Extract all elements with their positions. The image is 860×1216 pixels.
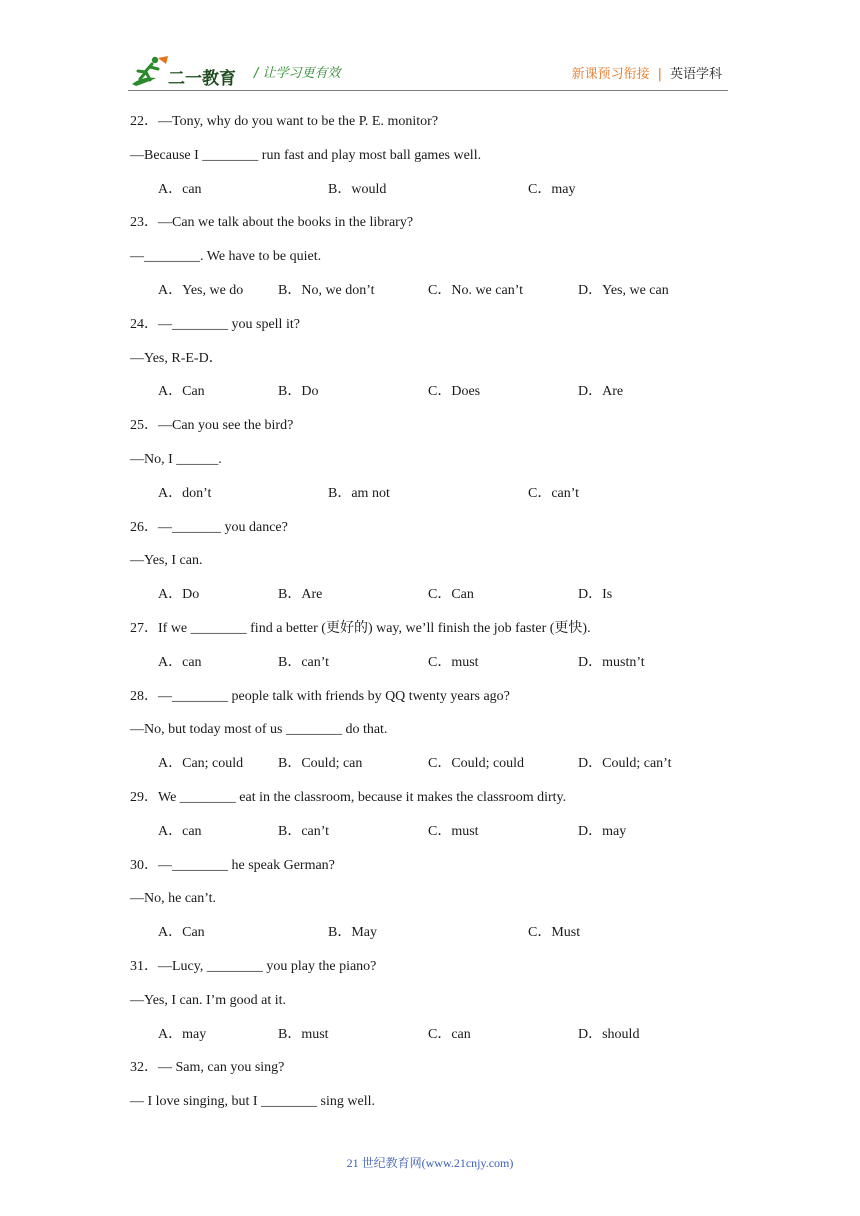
- option-c: C．can’t: [528, 485, 580, 501]
- options-row: [130, 281, 750, 301]
- option-b: B．Do: [278, 384, 319, 400]
- question-reply: —No, he can’t.: [130, 891, 217, 907]
- option-a: A．Can; could: [158, 756, 244, 772]
- option-c: C．Must: [528, 925, 581, 941]
- subject-name: 英语学科: [669, 67, 722, 82]
- option-b: B．am not: [328, 485, 390, 501]
- page-header: [128, 52, 728, 92]
- option-d: D．Is: [578, 587, 613, 603]
- option-b: B．can’t: [278, 654, 330, 670]
- question-stem: 31．—Lucy, ________ you play the piano?: [130, 958, 377, 974]
- option-b: B．can’t: [278, 823, 330, 839]
- question-stem: 32．— Sam, can you sing?: [130, 1060, 285, 1076]
- footer-text: 21 世纪教育网(www.21cnjy.com): [346, 1156, 514, 1170]
- options-row: [130, 484, 750, 504]
- header-divider: [128, 90, 728, 91]
- question-reply: — I love singing, but I ________ sing well.: [130, 1094, 375, 1110]
- option-d: D．Could; can’t: [578, 756, 672, 772]
- option-c: C．Does: [428, 384, 481, 400]
- course-label: 新课预习衔接: [571, 67, 650, 82]
- option-a: A．don’t: [158, 485, 212, 501]
- option-b: B．would: [328, 181, 387, 197]
- option-d: D．mustn’t: [578, 654, 645, 670]
- option-a: A．Yes, we do: [158, 282, 244, 298]
- option-b: B．May: [328, 925, 377, 941]
- question-reply: —No, I ______.: [130, 451, 222, 467]
- options-row: [130, 822, 750, 842]
- option-a: A．Can: [158, 925, 205, 941]
- option-d: D．Are: [578, 384, 624, 400]
- options-row: [130, 923, 750, 943]
- option-b: B．must: [278, 1026, 329, 1042]
- options-row: [130, 180, 750, 200]
- question-stem: 24．—________ you spell it?: [130, 316, 300, 332]
- subject-label: [572, 63, 722, 82]
- question-list: [130, 112, 750, 1126]
- option-c: C．Could; could: [428, 756, 525, 772]
- question-stem: 23．—Can we talk about the books in the library?: [130, 215, 414, 231]
- option-b: B．Are: [278, 587, 323, 603]
- options-row: [130, 754, 750, 774]
- options-row: [130, 1025, 750, 1045]
- logo-text: 二一教育: [168, 69, 236, 89]
- option-c: C．must: [428, 823, 479, 839]
- header-separator: |: [657, 67, 662, 82]
- options-row: [130, 653, 750, 673]
- question-reply: —Yes, R-E-D．: [130, 350, 223, 366]
- question-reply: —Yes, I can.: [130, 553, 203, 569]
- option-b: B．No, we don’t: [278, 282, 375, 298]
- option-d: D．Yes, we can: [578, 282, 669, 298]
- option-b: B．Could; can: [278, 756, 363, 772]
- option-c: C．may: [528, 181, 576, 197]
- question-reply: —Because I ________ run fast and play most ball games well.: [130, 147, 482, 163]
- question-reply: —________. We have to be quiet.: [130, 249, 322, 265]
- option-c: C．Can: [428, 587, 474, 603]
- option-a: A．Can: [158, 384, 205, 400]
- question-stem: 25．—Can you see the bird?: [130, 418, 294, 434]
- question-reply: —Yes, I can. I’m good at it.: [130, 992, 287, 1008]
- question-stem: 22．—Tony, why do you want to be the P. E. monitor?: [130, 114, 439, 129]
- option-c: C．No. we can’t: [428, 282, 523, 298]
- option-a: A．can: [158, 181, 202, 197]
- option-a: A．may: [158, 1026, 207, 1042]
- option-d: D．may: [578, 823, 627, 839]
- runner-logo-icon: [128, 54, 172, 88]
- question-stem: 28．—________ people talk with friends by QQ twenty years ago?: [130, 688, 510, 704]
- option-c: C．can: [428, 1026, 471, 1042]
- question-stem: 26．—_______ you dance?: [130, 519, 288, 535]
- logo: [128, 54, 238, 88]
- option-d: D．should: [578, 1026, 640, 1042]
- option-a: A．Do: [158, 587, 200, 603]
- option-a: A．can: [158, 823, 202, 839]
- question-stem: 29．We ________ eat in the classroom, because it makes the classroom dirty.: [130, 789, 567, 805]
- options-row: [130, 382, 750, 402]
- option-a: A．can: [158, 654, 202, 670]
- question-stem: 27．If we ________ find a better (更好的) way, we’ll finish the job faster (更快).: [130, 620, 591, 636]
- question-stem: 30．—________ he speak German?: [130, 857, 335, 873]
- question-reply: —No, but today most of us ________ do that.: [130, 722, 388, 738]
- option-c: C．must: [428, 654, 479, 670]
- slogan: / 让学习更有效: [254, 66, 341, 81]
- options-row: [130, 585, 750, 605]
